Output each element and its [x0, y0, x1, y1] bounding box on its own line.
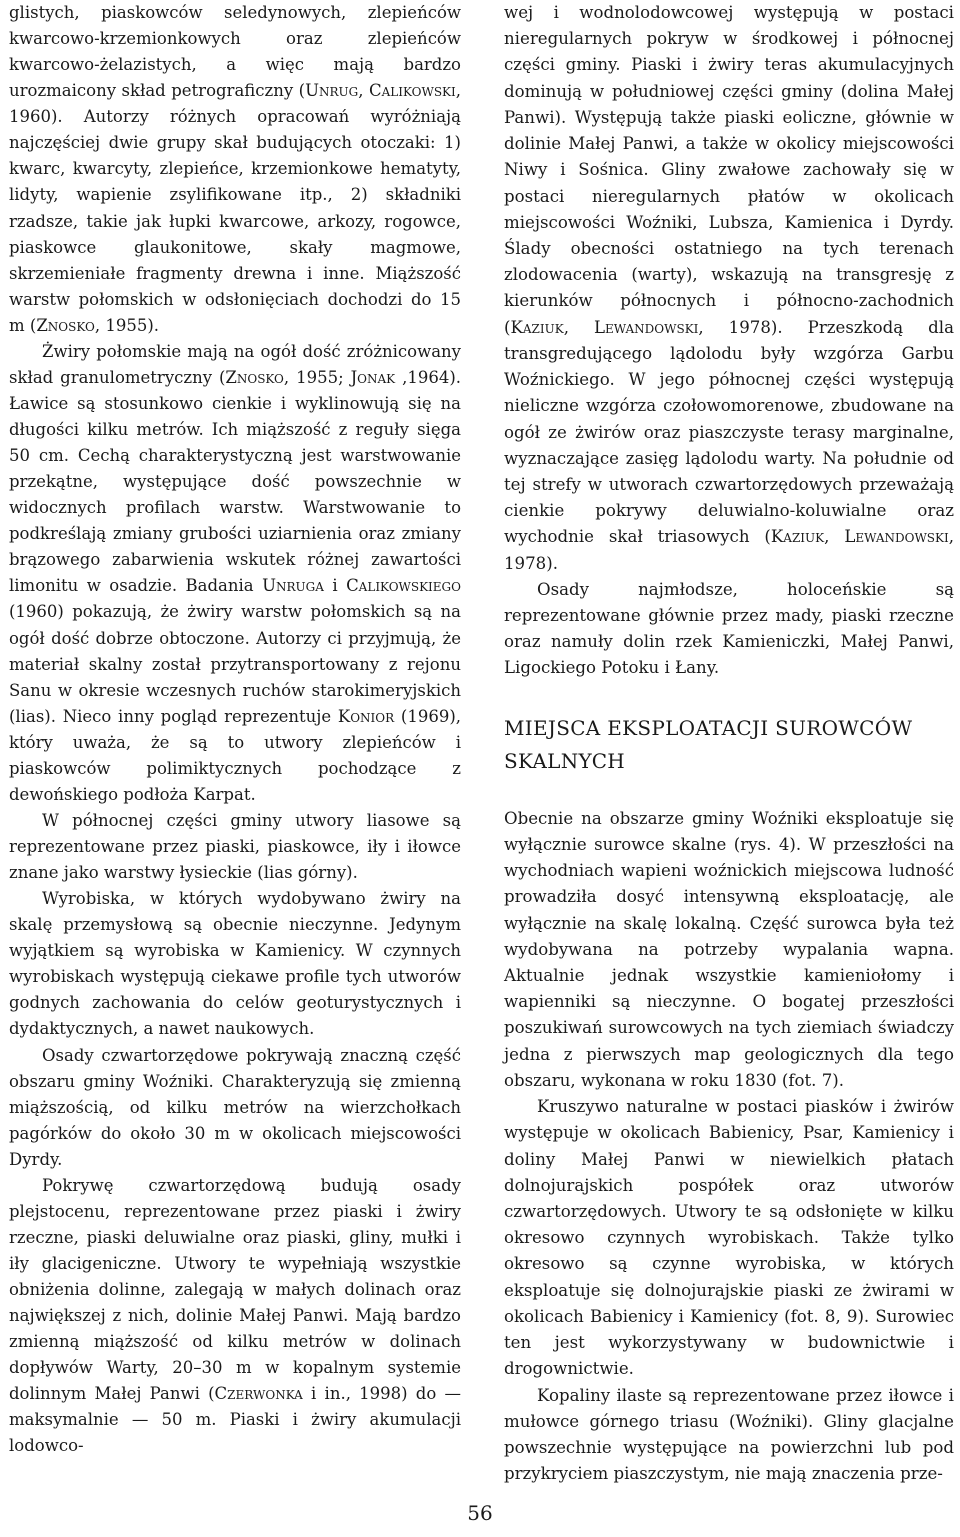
citation-author: Znosko: [225, 367, 284, 387]
paragraph: Kruszywo naturalne w postaci piasków i żwirów występuje w okolicach Babienicy, Psar, Kamienicy i doliny Małej Panwi w niewielkich płatach dolnojurajskich pospółek oraz utworów czwartorzędowych. Utwory te są odsłonięte w kilku okresowo czynnych wyrobiskach. Także tylko okresowo są czynne wyrobiska, w których eksploatuje się dolnojurajskie piaski ze żwirami w okolicach Babienicy i Kamienicy (fot. 8, 9). Surowiec ten jest wykorzystywany w budownictwie i drogownictwie.: [504, 1097, 954, 1379]
paragraph: wej i wodnolodowcowej występują w postaci nieregularnych pokryw w środkowej i północnej części gminy. Piaski i żwiry teras akumulacyjnych dominują w południowej części gminy (dolina Małej Panwi). Występują także piaski eoliczne, głównie w dolinie Małej Panwi, a także w okolicy miejscowości Niwy i Sośnica. Gliny zwałowe zachowały się w postaci nieregularnych płatów w okolicach miejscowości Woźniki, Lubsza, Kamienica i Dyrdy. Ślady obecności ostatniego na tych terenach zlodowacenia (warty), wskazują na transgresję z kierunków północnych i północno-zachodnich (Kaziuk, Lewandowski, 1978). Przeszkodą dla transgredującego lądolodu były wzgórza Garbu Woźnickiego. W jego północnej części występują nieliczne wzgórza czołowomorenowe, zbudowane na ogół ze żwirów oraz piaszczyste terasy marginalne, wyznaczające zasięg lądolodu warty. Na południe od tej strefy w utworach czwartorzędowych przeważają cienkie pokrywy deluwialno-koluwialne oraz wychodnie skał triasowych (Kaziuk, Lewandowski, 1978).: [504, 3, 954, 573]
citation-author: Czerwonka: [214, 1384, 303, 1404]
paragraph: Osady czwartorzędowe pokrywają znaczną część obszaru gminy Woźniki. Charakteryzują się zmienną miąższością, od kilku metrów na wierzchołkach pagórków do około 30 m w okolicach miejscowości Dyrdy.: [9, 1045, 461, 1169]
paragraph: Pokrywę czwartorzędową budują osady plejstocenu, reprezentowane przez piaski i żwiry rzeczne, piaski deluwialne oraz piaski, gliny, mułki i iły glacigeniczne. Utwory te wypełniają wszystkie obniżenia dolinne, zalegają w małych dolinach oraz największej z nich, dolinie Małej Panwi. Mają bardzo zmienną miąższość od kilku metrów w dolinach dopływów Warty, 20–30 m w kopalnym systemie dolinnym Małej Panwi (Czerwonka i in., 1998) do — maksymalnie — 50 m. Piaski i żwiry akumulacji lodowco-: [9, 1175, 461, 1456]
section-heading: MIEJSCA EKSPLOATACJI SUROWCÓW SKALNYCH: [504, 715, 913, 773]
citation-author: Unruga: [262, 576, 324, 596]
paragraph: W północnej części gminy utwory liasowe są reprezentowane przez piaski, piaskowce, iły i iłowce znane jako warstwy łysieckie (lias górny).: [9, 810, 461, 883]
citation-author: Kaziuk: [510, 317, 564, 337]
citation-author: Lewandowski: [594, 317, 699, 337]
citation-author: Unrug: [305, 81, 359, 101]
paragraph: Wyrobiska, w których wydobywano żwiry na skalę przemysłową są obecnie nieczynne. Jedynym wyjątkiem są wyrobiska w Kamienicy. W czynnych wyrobiskach występują ciekawe profile tych utworów godnych zachowania do celów geoturystycznych i dydaktycznych, a nawet naukowych.: [9, 889, 461, 1039]
citation-author: Znosko: [36, 315, 95, 335]
citation-author: Calikowski: [369, 81, 456, 101]
citation-author: Jonak: [350, 367, 396, 387]
right-column: [504, 0, 954, 1487]
paragraph: Osady najmłodsze, holoceńskie są reprezentowane głównie przez mady, piaski rzeczne oraz namuły dolin rzek Kamieniczki, Małej Panwi, Ligockiego Potoku i Łany.: [504, 579, 954, 678]
citation-author: Konior: [337, 706, 395, 726]
paragraph: Kopaliny ilaste są reprezentowane przez iłowce i mułowce górnego triasu (Woźniki). Gliny glacjalne powszechnie występujące na powierzchni lub pod przykryciem piaszczystym, nie mają znaczenia prze-: [504, 1385, 954, 1484]
paragraph: Żwiry połomskie mają na ogół dość zróżnicowany skład granulometryczny (Znosko, 1955; Jonak ,1964). Ławice są stosunkowo cienkie i wyklinowują się na długości kilku metrów. Ich miąższość z reguły sięga 50 cm. Cechą charakterystyczną jest warstwowanie przekątne, występujące dość powszechnie w widocznych profilach warstw. Warstwowanie to podkreślają zmiany grubości uziarnienia oraz zmiany brązowego zabarwienia wskutek różnej zawartości limonitu w osadzie. Badania Unruga i Calikowskiego (1960) pokazują, że żwiry warstw połomskich są na ogół dość dobrze obtoczone. Autorzy ci przyjmują, że materiał skalny został przytransportowany z rejonu Sanu w okresie wczesnych ruchów starokimeryjskich (lias). Nieco inny pogląd reprezentuje Konior (1969), który uważa, że są to utwory zlepieńców i piaskowców polimiktycznych pochodzące z dewońskiego podłoża Karpat.: [9, 341, 461, 804]
citation-author: Kaziuk: [770, 527, 825, 547]
paragraph: glistych, piaskowców seledynowych, zlepieńców kwarcowo-krzemionkowych oraz zlepieńców kwarcowo-żelazistych, a więc mają bardzo urozmaicony skład petrograficzny (Unrug, Calikowski, 1960). Autorzy różnych opracowań wyróżniają najczęściej dwie grupy skał budujących otoczaki: 1) kwarc, kwarcyty, zlepieńce, krzemionkowe hematyty, lidyty, wapienie zsylifikowane itp., 2) składniki rzadsze, takie jak łupki kwarcowe, arkozy, rogowce, piaskowce glaukonitowe, skały magmowe, skrzemieniałe fragmenty drewna i inne. Miąższość warstw połomskich w odsłonięciach dochodzi do 15 m (Znosko, 1955).: [9, 3, 461, 335]
citation-author: Lewandowski: [844, 527, 949, 547]
page-number: 56: [467, 1501, 493, 1525]
paragraph: Obecnie na obszarze gminy Woźniki eksploatuje się wyłącznie surowce skalne (rys. 4). W przeszłości na wychodniach wapieni woźnickich miejscowa ludność prowadziła dosyć intensywną eksploatację, ale wyłącznie na skalę lokalną. Część surowca była też wydobywana na potrzeby wypalania wapna. Aktualnie jednak wszystkie kamieniołomy i wapienniki są nieczynne. O bogatej przeszłości poszukiwań surowcowych na tych ziemiach świadczy jedna z pierwszych map geologicznych dla tego obszaru, wykonana w roku 1830 (fot. 7).: [504, 808, 954, 1090]
citation-author: Calikowskiego: [346, 576, 461, 596]
left-column: [9, 0, 461, 1460]
